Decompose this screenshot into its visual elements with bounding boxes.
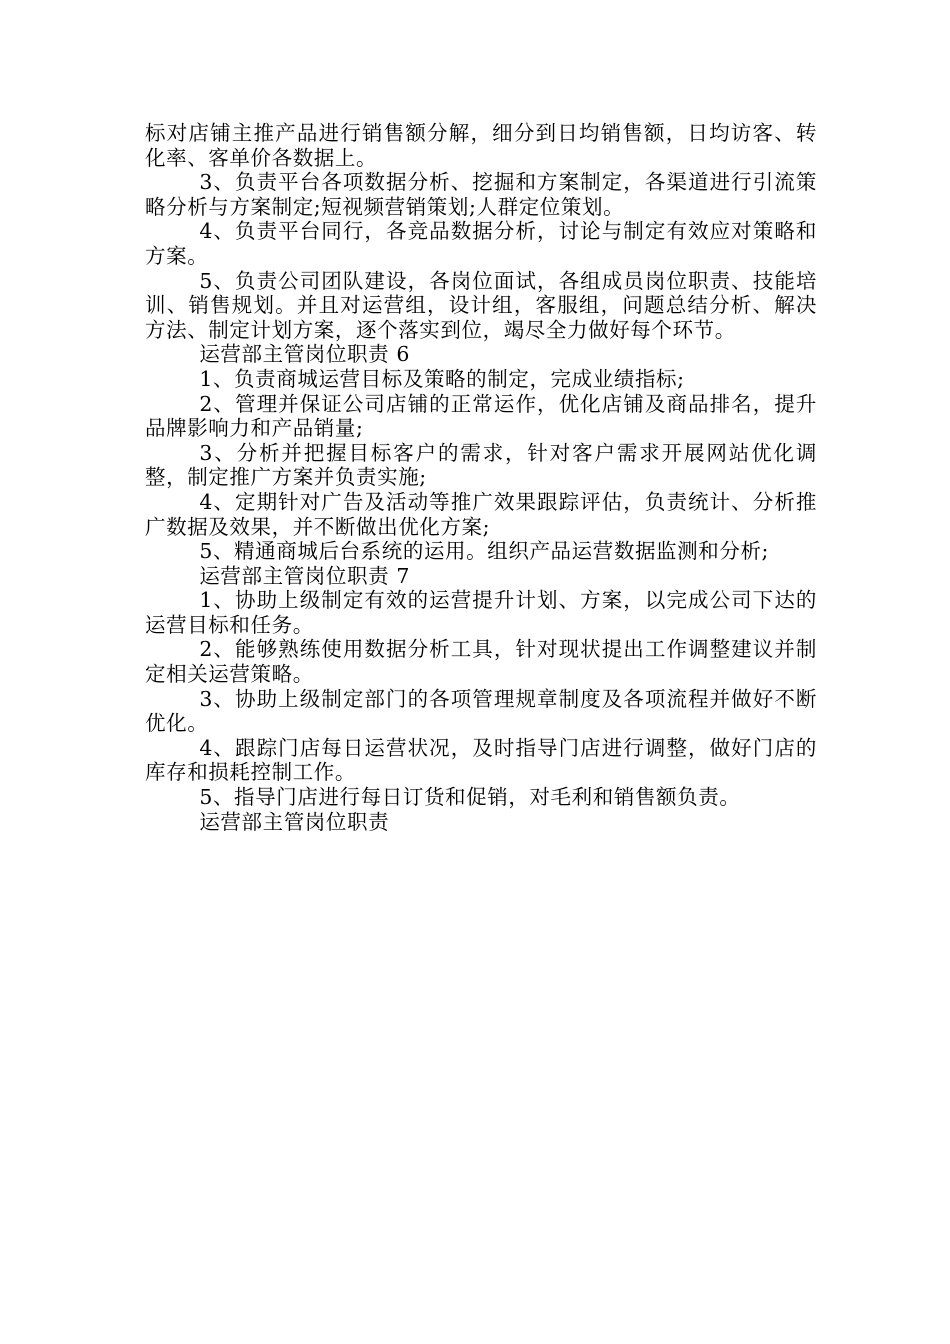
document-body: [145, 121, 817, 834]
paragraph: 3、协助上级制定部门的各项管理规章制度及各项流程并做好不断优化。: [145, 686, 817, 736]
section-heading: 运营部主管岗位职责 6: [199, 342, 410, 367]
paragraph: 1、负责商城运营目标及策略的制定，完成业绩指标;: [199, 366, 685, 391]
paragraph: 3、负责平台各项数据分析、挖掘和方案制定，各渠道进行引流策略分析与方案制定;短视频营销策划;人群定位策划。: [145, 170, 817, 219]
paragraph: 3、分析并把握目标客户的需求，针对客户需求开展网站优化调整，制定推广方案并负责实施;: [145, 440, 817, 490]
paragraph: 4、定期针对广告及活动等推广效果跟踪评估，负责统计、分析推广数据及效果，并不断做出优化方案;: [145, 489, 817, 539]
paragraph: 4、跟踪门店每日运营状况，及时指导门店进行调整，做好门店的库存和损耗控制工作。: [145, 735, 817, 785]
paragraph: 5、负责公司团队建设，各岗位面试，各组成员岗位职责、技能培训、销售规划。并且对运营组，设计组，客服组，问题总结分析、解决方法、制定计划方案，逐个落实到位，竭尽全力做好每个环节。: [145, 268, 817, 342]
paragraph: 标对店铺主推产品进行销售额分解，细分到日均销售额，日均访客、转化率、客单价各数据上。: [145, 121, 817, 170]
paragraph: 2、能够熟练使用数据分析工具，针对现状提出工作调整建议并制定相关运营策略。: [145, 637, 817, 687]
paragraph: 4、负责平台同行，各竞品数据分析，讨论与制定有效应对策略和方案。: [145, 219, 817, 268]
section-heading: 运营部主管岗位职责: [199, 809, 390, 834]
section-heading: 运营部主管岗位职责 7: [199, 563, 410, 588]
paragraph: 2、管理并保证公司店铺的正常运作，优化店铺及商品排名，提升品牌影响力和产品销量;: [145, 391, 817, 441]
paragraph: 5、精通商城后台系统的运用。组织产品运营数据监测和分析;: [199, 539, 770, 564]
paragraph: 1、协助上级制定有效的运营提升计划、方案，以完成公司下达的运营目标和任务。: [145, 588, 817, 637]
paragraph: 5、指导门店进行每日订货和促销，对毛利和销售额负责。: [199, 785, 741, 810]
